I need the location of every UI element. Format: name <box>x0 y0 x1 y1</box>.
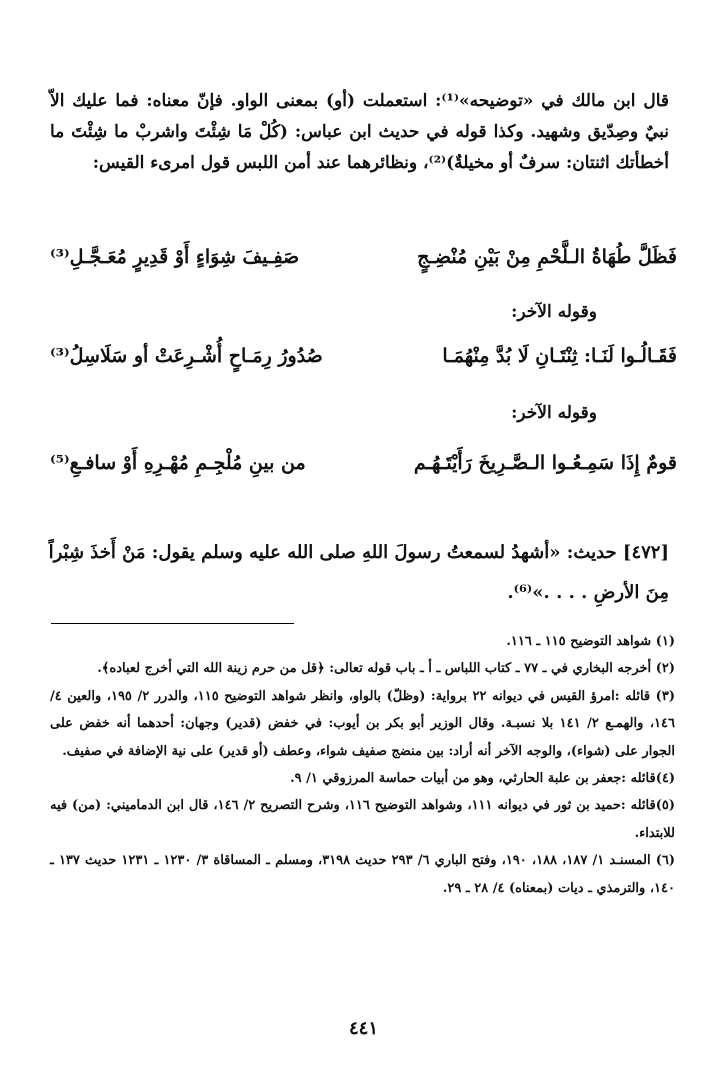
verse-1-first-hemistich: فَظَلَّ طُهَاةُ الـلَّحْمِ مِنْ بَيْنِ مُنْضِـجٍ <box>417 246 677 268</box>
verse-1-second-hemistich: صَفِـيفَ شِوَاءٍ أَوْ قَدِيرٍ مُعَـجَّـلِ⁽³⁾ <box>50 246 300 268</box>
verse-2-intro: وقوله الآخر: <box>511 302 597 322</box>
verse-3 <box>50 452 677 492</box>
footnotes <box>50 628 675 902</box>
footnote-2: (٢) أخرجه البخاري في ـ ٧٧ ـ كتاب اللباس ـ أ ـ باب قوله تعالى: ﴿قل من حرم زينة الله التي أخرج لعباده﴾. <box>97 661 675 677</box>
footnote-divider <box>51 623 294 624</box>
commentary-paragraph <box>50 86 669 179</box>
verse-3-intro: وقوله الآخر: <box>511 403 597 423</box>
page-number: ٤٤١ <box>348 1018 378 1039</box>
verse-1 <box>50 246 677 286</box>
verse-2-first-hemistich: فَقَـالُـوا لَنَـا: ثِنْتَـانِ لَا بُدَّ مِنْهُمَـا <box>442 345 677 367</box>
commentary-text: قال ابن مالك في «توضيحه»⁽¹⁾: استعملت (أو) بمعنى الواو. فإنّ معناه: فما عليك الاّ نبيٌ وصِدّيق وشهيد. وكذا قوله في حديث ابن عباس: (كُلْ مَا شِئْتَ واشربْ ما شِئْتَ ما أخطأتك اثنتان: سرفٌ أو مخيلةٌ)⁽²⁾، ونظائرهما عند أمن اللبس قول امرىء القيس: <box>50 91 670 173</box>
footnote-4: (٤)قائله :جعفر بن علبة الحارثي، وهو من أبيات حماسة المرزوقي ١/ ٩. <box>290 771 675 787</box>
footnote-5: (٥)قائله :حميد بن ثور في ديوانه ١١١، وشواهد التوضيح ١١٦، وشرح التصريح ٢/ ١٤٦، قال ابن الدماميني: (من) فيه للابتداء. <box>50 798 676 841</box>
verse-2-second-hemistich: صُدُورُ رِمَـاحٍ أُشْـرِعَتْ أو سَلَاسِلُ⁽³⁾ <box>50 345 323 367</box>
hadith-entry <box>48 533 669 613</box>
verse-3-second-hemistich: من بينِ مُلْجِـمِ مُهْـرِهِ أَوْ سافـعِ⁽⁵⁾ <box>50 452 306 474</box>
hadith-line-2: مِنَ الأرضِ . . . .»⁽⁶⁾. <box>507 582 669 603</box>
footnote-3: (٣) قائله :امرؤ القيس في ديوانه ٢٢ برواية: (وظلّ) بالواو، وانظر شواهد التوضيح ١١٥، والدرر ٢/ ١٩٥، والعين ٤/ ١٤٦، والهمـع ٢/ ١٤١ بلا نسبـة. وقال الوزير أبو بكر بن أيوب: في خفض (قدير) وجهان: أحدهما أنه خفض على الجوار على (شواء)، والوجه الآخر أنه أراد: بين منضج صفيف شواء، وعطف (أو قدير) على نية الإضافة في صفيف. <box>50 688 675 759</box>
verse-2 <box>50 345 677 385</box>
hadith-line-1: [٤٧٢] حديث: «أشهدُ لسمعتُ رسولَ اللهِ صلى الله عليه وسلم يقول: مَنْ أَخذَ شِبْراً <box>48 542 669 563</box>
footnote-6: (٦) المسنـد ١/ ١٨٧، ١٨٨، ١٩٠، وفتح الباري ٦/ ٢٩٣ حديث ٣١٩٨، ومسلم ـ المساقاة ٣/ ١٢٣٠ ـ ١٢٣١ حديث ١٣٧ ـ ١٤٠، والترمذي ـ ديات (بمعناه) ٤/ ٢٨ ـ ٢٩. <box>50 853 675 896</box>
footnote-1: (١) شواهد التوضيح ١١٥ ـ ١١٦. <box>506 634 675 649</box>
verse-3-first-hemistich: قومٌ إِذَا سَمِـعُـوا الـصَّـرِيخَ رَأَيْتَـهُـم <box>413 452 677 474</box>
